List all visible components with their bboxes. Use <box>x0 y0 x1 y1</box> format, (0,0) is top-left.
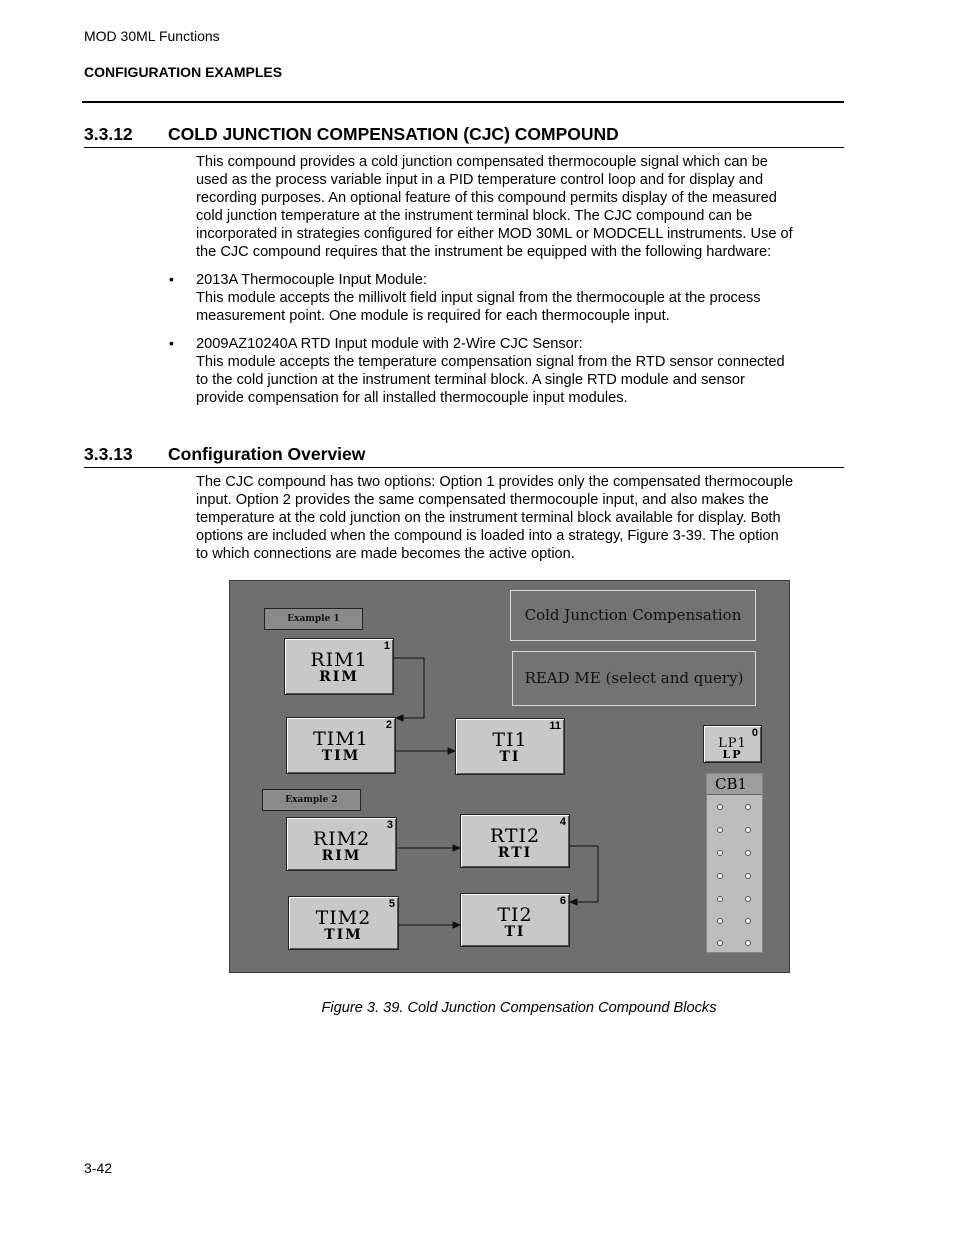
block-name: TI2 <box>497 904 533 926</box>
arrow-head <box>396 715 403 721</box>
header-rule <box>82 101 844 103</box>
block-name: LP1 <box>718 736 747 751</box>
terminal-dot <box>745 804 751 810</box>
block-type: TIM <box>324 927 363 943</box>
title-panel: Cold Junction Compensation <box>510 590 756 641</box>
block-number: 6 <box>559 895 566 907</box>
block-rim2[interactable] <box>286 817 397 871</box>
arrow-head <box>570 899 577 905</box>
bullet-title: 2013A Thermocouple Input Module: <box>196 272 427 288</box>
section-title: Configuration Overview <box>168 444 366 464</box>
block-name: TI1 <box>492 729 528 751</box>
section2-paragraph <box>196 473 846 563</box>
terminal-dot <box>745 940 751 946</box>
block-tim2[interactable] <box>288 896 399 950</box>
cb1-label: CB1 <box>707 774 762 795</box>
block-ti1[interactable] <box>455 718 565 775</box>
example1-label: Example 1 <box>264 608 363 630</box>
bullet-title: 2009AZ10240A RTD Input module with 2-Wire CJC Sensor: <box>196 336 583 352</box>
terminal-dot <box>745 896 751 902</box>
bullet-icon: • <box>169 335 174 351</box>
text-line: This compound provides a cold junction compensated thermocouple signal which can be <box>196 154 768 170</box>
block-name: TIM2 <box>315 907 372 929</box>
running-header-title: MOD 30ML Functions <box>84 28 220 44</box>
bullet-item <box>196 271 846 325</box>
text-line: recording purposes. An optional feature of this compound permits display of the measured <box>196 190 777 206</box>
text-line: cold junction temperature at the instrument terminal block. The CJC compound can be <box>196 208 753 224</box>
block-type: RIM <box>321 848 362 864</box>
terminal-dot <box>717 940 723 946</box>
text-line: used as the process variable input in a PID temperature control loop and for display and <box>196 172 764 188</box>
section-number: 3.3.13 <box>84 444 133 464</box>
block-type: TI <box>504 924 526 940</box>
text-line: provide compensation for all installed thermocouple input modules. <box>196 390 628 406</box>
block-rti2[interactable] <box>460 814 570 868</box>
terminal-dot <box>717 873 723 879</box>
arrow-head <box>448 748 455 754</box>
text-line: measurement point. One module is required for each thermocouple input. <box>196 308 670 324</box>
bullet-item <box>196 335 846 407</box>
terminal-dot <box>717 918 723 924</box>
text-line: to the cold junction at the instrument terminal block. A single RTD module and sensor <box>196 372 745 388</box>
connector-rim1-tim1 <box>393 658 424 718</box>
block-lp1[interactable] <box>703 725 762 763</box>
block-name: RTI2 <box>489 825 541 847</box>
section-number: 3.3.12 <box>84 124 133 144</box>
block-type: TIM <box>321 748 361 764</box>
section-heading-3-3-13 <box>84 444 844 468</box>
block-type: LP <box>722 748 743 761</box>
block-name: RIM2 <box>312 828 371 850</box>
connector-rti2-ti2 <box>569 846 598 902</box>
block-number: 0 <box>751 727 758 739</box>
figure-caption: Figure 3. 39. Cold Junction Compensation Compound Blocks <box>321 1000 717 1016</box>
page-number: 3-42 <box>84 1160 113 1176</box>
terminal-dot <box>745 850 751 856</box>
terminal-dot <box>717 804 723 810</box>
bullet-icon: • <box>169 271 174 287</box>
block-number: 1 <box>383 640 390 652</box>
block-number: 5 <box>388 898 395 910</box>
text-line: temperature at the cold junction on the instrument terminal block available for display. Both <box>196 510 781 526</box>
block-rim1[interactable] <box>284 638 394 695</box>
terminal-dot <box>717 896 723 902</box>
text-line: This module accepts the millivolt field input signal from the thermocouple at the process <box>196 290 761 306</box>
block-type: TI <box>499 749 521 765</box>
terminal-dot <box>717 827 723 833</box>
block-number: 3 <box>386 819 393 831</box>
section-title: COLD JUNCTION COMPENSATION (CJC) COMPOUND <box>168 124 619 144</box>
block-type: RIM <box>319 669 359 685</box>
section-heading-3-3-12 <box>84 124 844 148</box>
arrow-head <box>453 922 460 928</box>
section1-paragraph <box>196 153 846 261</box>
example2-label: Example 2 <box>262 789 361 811</box>
cb1-panel[interactable] <box>706 773 763 953</box>
text-line: incorporated in strategies configured for either MOD 30ML or MODCELL instruments. Use of <box>196 226 793 242</box>
block-name: RIM1 <box>310 649 368 671</box>
arrow-head <box>453 845 460 851</box>
terminal-dot <box>745 827 751 833</box>
cjc-diagram-figure <box>229 580 790 973</box>
terminal-dot <box>717 850 723 856</box>
text-line: the CJC compound requires that the instrument be equipped with the following hardware: <box>196 244 772 260</box>
block-tim1[interactable] <box>286 717 396 774</box>
text-line: This module accepts the temperature compensation signal from the RTD sensor connected <box>196 354 785 370</box>
text-line: to which connections are made becomes the active option. <box>196 546 575 562</box>
running-header-subtitle: CONFIGURATION EXAMPLES <box>84 64 283 80</box>
block-number: 4 <box>559 816 566 828</box>
block-number: 2 <box>385 719 392 731</box>
block-number: 11 <box>549 720 561 732</box>
text-line: options are included when the compound is loaded into a strategy, Figure 3-39. The option <box>196 528 779 544</box>
block-name: TIM1 <box>313 728 369 750</box>
block-ti2[interactable] <box>460 893 570 947</box>
block-type: RTI <box>497 845 533 861</box>
readme-panel[interactable]: READ ME (select and query) <box>512 651 756 706</box>
terminal-dot <box>745 873 751 879</box>
terminal-dot <box>745 918 751 924</box>
text-line: The CJC compound has two options: Option 1 provides only the compensated thermocouple <box>196 474 794 490</box>
text-line: input. Option 2 provides the same compensated thermocouple input, and also makes the <box>196 492 769 508</box>
